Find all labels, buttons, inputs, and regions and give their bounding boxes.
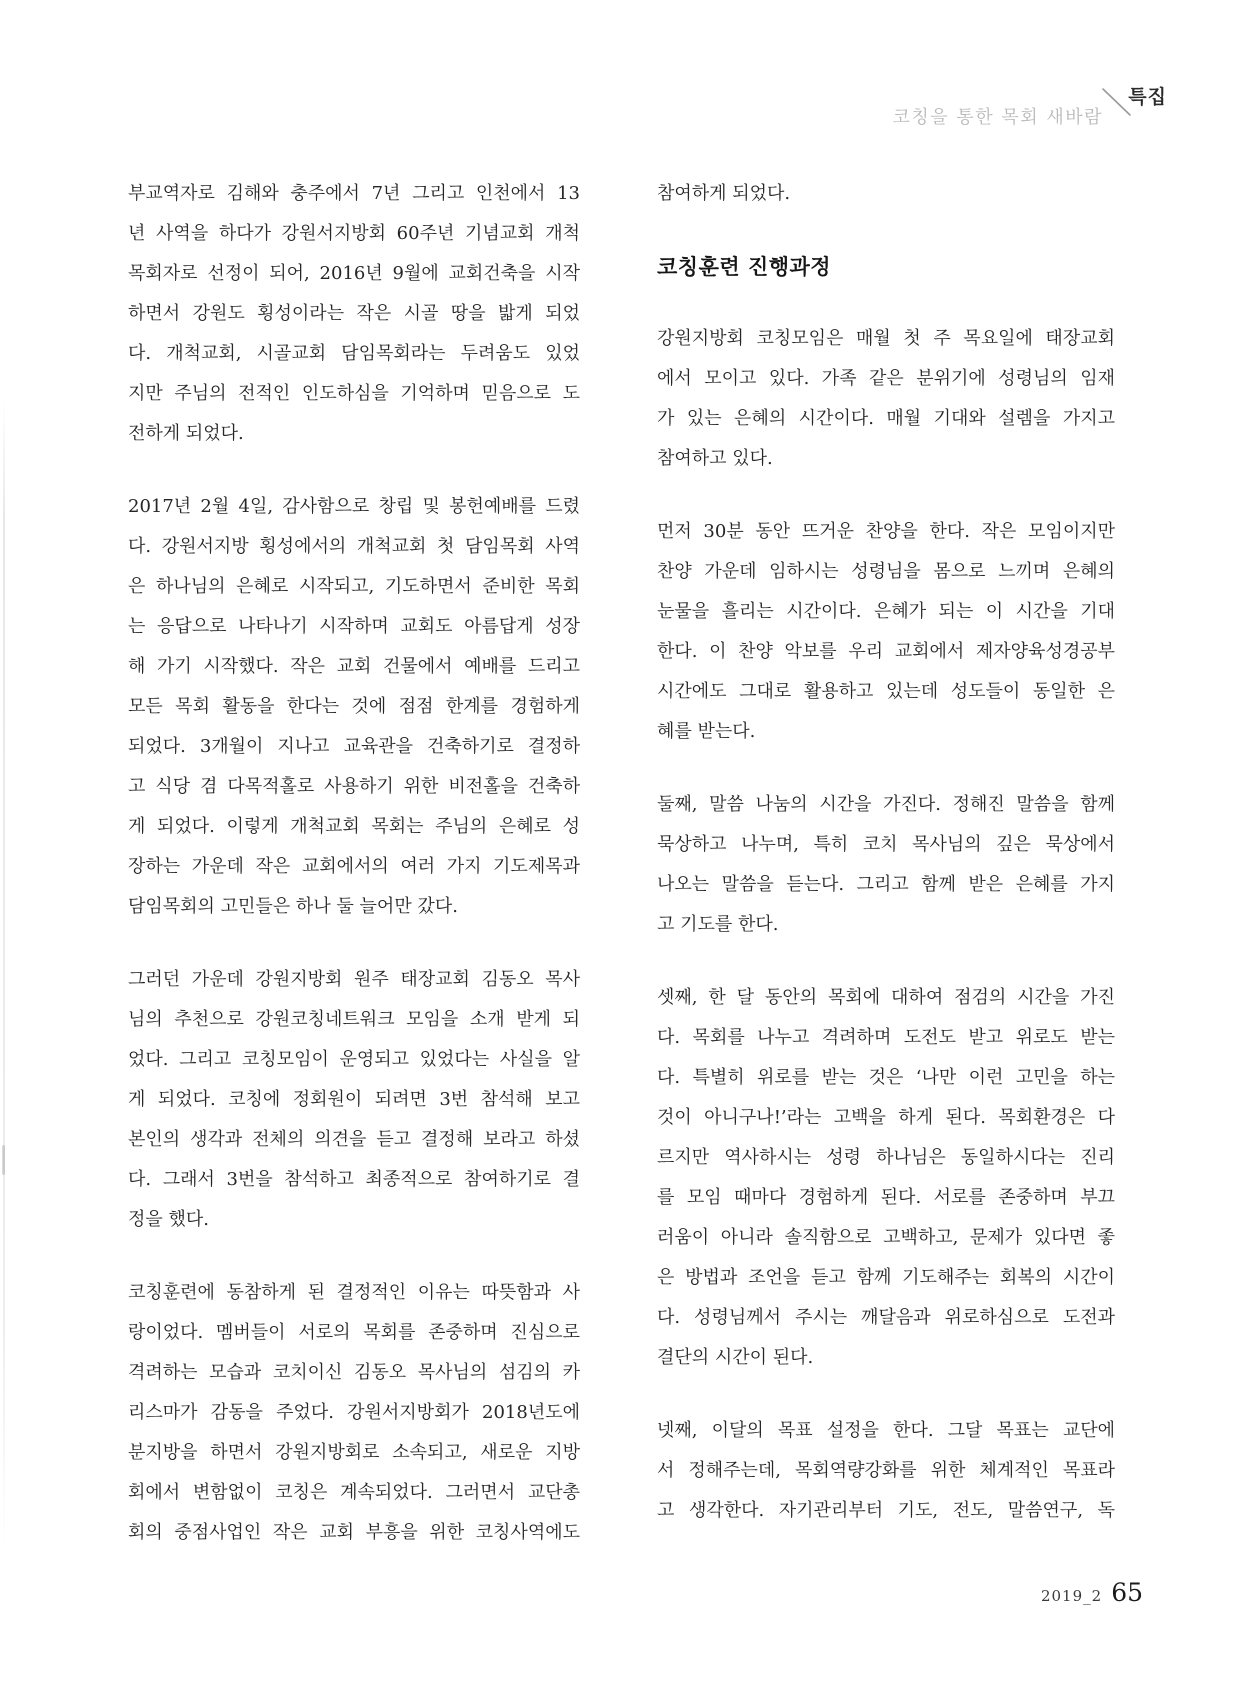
text-line: 님의 추천으로 강원코칭네트워크 모임을 소개 받게 되: [128, 1009, 580, 1030]
text-line: 부교역자로 김해와 충주에서 7년 그리고 인천에서 13: [128, 183, 580, 204]
text-line: 게 되었다. 이렇게 개척교회 목회는 주님의 은혜로 성: [128, 816, 580, 837]
text-line: 강원지방회 코칭모임은 매월 첫 주 목요일에 태장교회: [657, 328, 1115, 349]
text-line: 것이 아니구나!’라는 고백을 하게 된다. 목회환경은 다: [657, 1107, 1115, 1128]
text-line: 랑이었다. 멤버들이 서로의 목회를 존중하며 진심으로: [128, 1322, 580, 1343]
text-line: 에서 모이고 있다. 가족 같은 분위기에 성령님의 임재: [657, 368, 1115, 389]
paragraph: [657, 319, 1115, 479]
text-line: 전하게 되었다.: [128, 423, 244, 444]
text-line: 눈물을 흘리는 시간이다. 은혜가 되는 이 시간을 기대: [657, 601, 1115, 622]
paragraph: [128, 1273, 580, 1553]
text-line: 다. 강원서지방 횡성에서의 개척교회 첫 담임목회 사역: [128, 536, 580, 557]
text-line: 은 방법과 조언을 듣고 함께 기도해주는 회복의 시간이: [657, 1267, 1115, 1288]
text-line: 고 식당 겸 다목적홀로 사용하기 위한 비전홀을 건축하: [128, 776, 580, 797]
text-line: 정을 했다.: [128, 1209, 209, 1230]
text-line: 묵상하고 나누며, 특히 코치 목사님의 깊은 묵상에서: [657, 834, 1115, 855]
text-line: 회에서 변함없이 코칭은 계속되었다. 그러면서 교단총: [128, 1482, 580, 1503]
subheading: 코칭훈련 진행과정: [657, 255, 832, 279]
text-line: 고 생각한다. 자기관리부터 기도, 전도, 말씀연구, 독: [657, 1500, 1115, 1521]
text-line: 리스마가 감동을 주었다. 강원서지방회가 2018년도에: [128, 1402, 580, 1423]
text-line: 한다. 이 찬양 악보를 우리 교회에서 제자양육성경공부: [657, 641, 1115, 662]
text-line: 서 정해주는데, 목회역량강화를 위한 체계적인 목표라: [657, 1460, 1115, 1481]
text-line: 참여하고 있다.: [657, 448, 773, 469]
text-line: 목회자로 선정이 되어, 2016년 9월에 교회건축을 시작: [128, 263, 580, 284]
text-line: 먼저 30분 동안 뜨거운 찬양을 한다. 작은 모임이지만: [657, 521, 1115, 542]
text-line: 2017년 2월 4일, 감사함으로 창립 및 봉헌예배를 드렸: [128, 496, 580, 517]
text-line: 격려하는 모습과 코치이신 김동오 목사님의 섬김의 카: [128, 1362, 580, 1383]
text-line: 르지만 역사하시는 성령 하나님은 동일하시다는 진리: [657, 1147, 1115, 1168]
text-line: 었다. 그리고 코칭모임이 운영되고 있었다는 사실을 알: [128, 1049, 580, 1070]
text-line: 다. 특별히 위로를 받는 것은 ‘나만 이런 고민을 하는: [657, 1067, 1115, 1088]
text-line: 회의 중점사업인 작은 교회 부흥을 위한 코칭사역에도: [128, 1522, 580, 1543]
text-line: 되었다. 3개월이 지나고 교육관을 건축하기로 결정하: [128, 736, 580, 757]
text-line: 참여하게 되었다.: [657, 183, 791, 204]
text-line: 는 응답으로 나타나기 시작하며 교회도 아름답게 성장: [128, 616, 580, 637]
text-line: 를 모임 때마다 경험하게 된다. 서로를 존중하며 부끄: [657, 1187, 1115, 1208]
issue-label: 2019_2: [1040, 1587, 1103, 1605]
text-line: 러움이 아니라 솔직함으로 고백하고, 문제가 있다면 좋: [657, 1227, 1115, 1248]
paragraph: [657, 512, 1115, 752]
paragraph: [128, 174, 580, 454]
text-line: 년 사역을 하다가 강원서지방회 60주년 기념교회 개척: [128, 223, 580, 244]
text-line: 고 기도를 한다.: [657, 914, 779, 935]
text-line: 해 가기 시작했다. 작은 교회 건물에서 예배를 드리고: [128, 656, 580, 677]
text-line: 은 하나님의 은혜로 시작되고, 기도하면서 준비한 목회: [128, 576, 580, 597]
paragraph: [128, 487, 580, 927]
text-line: 둘째, 말씀 나눔의 시간을 가진다. 정해진 말씀을 함께: [657, 794, 1115, 815]
text-line: 다. 그래서 3번을 참석하고 최종적으로 참여하기로 결: [128, 1169, 580, 1190]
text-line: 결단의 시간이 된다.: [657, 1347, 814, 1368]
text-line: 다. 목회를 나누고 격려하며 도전도 받고 위로도 받는: [657, 1027, 1115, 1048]
text-line: 나오는 말씀을 듣는다. 그리고 함께 받은 은혜를 가지: [657, 874, 1115, 895]
text-line: 하면서 강원도 횡성이라는 작은 시골 땅을 밟게 되었: [128, 303, 580, 324]
paragraph: [657, 785, 1115, 945]
text-line: 담임목회의 고민들은 하나 둘 늘어만 갔다.: [128, 896, 458, 917]
text-line: 모든 목회 활동을 한다는 것에 점점 한계를 경험하게: [128, 696, 580, 717]
text-line: 게 되었다. 코칭에 정회원이 되려면 3번 참석해 보고: [128, 1089, 580, 1110]
text-line: 셋째, 한 달 동안의 목회에 대하여 점검의 시간을 가진: [657, 987, 1115, 1008]
text-line: 시간에도 그대로 활용하고 있는데 성도들이 동일한 은: [657, 681, 1115, 702]
series-title: 코칭을 통한 목회 새바람: [892, 107, 1103, 128]
page-edge-smudge: [2, 1145, 5, 1175]
page-edge-shadow: [3, 400, 5, 1550]
paragraph: [657, 174, 1115, 214]
text-line: 장하는 가운데 작은 교회에서의 여러 가지 기도제목과: [128, 856, 580, 877]
text-line: 넷째, 이달의 목표 설정을 한다. 그달 목표는 교단에: [657, 1420, 1115, 1441]
article-column-right: [657, 174, 1115, 1564]
text-line: 지만 주님의 전적인 인도하심을 기억하며 믿음으로 도: [128, 383, 580, 404]
text-line: 혜를 받는다.: [657, 721, 756, 742]
page-number: 65: [1111, 1578, 1143, 1607]
article-column-left: [128, 174, 580, 1586]
text-line: 다. 개척교회, 시골교회 담임목회라는 두려움도 있었: [128, 343, 580, 364]
paragraph: [128, 960, 580, 1240]
text-line: 분지방을 하면서 강원지방회로 소속되고, 새로운 지방: [128, 1442, 580, 1463]
text-line: 찬양 가운데 임하시는 성령님을 몸으로 느끼며 은혜의: [657, 561, 1115, 582]
paragraph: [657, 978, 1115, 1378]
text-line: 가 있는 은혜의 시간이다. 매월 기대와 설렘을 가지고: [657, 408, 1115, 429]
page-footer: [1041, 1578, 1143, 1607]
paragraph: [657, 1411, 1115, 1531]
section-badge: 특집: [1128, 86, 1167, 108]
text-line: 코칭훈련에 동참하게 된 결정적인 이유는 따뜻함과 사: [128, 1282, 580, 1303]
text-line: 그러던 가운데 강원지방회 원주 태장교회 김동오 목사: [128, 969, 580, 990]
text-line: 본인의 생각과 전체의 의견을 듣고 결정해 보라고 하셨: [128, 1129, 580, 1150]
text-line: 다. 성령님께서 주시는 깨달음과 위로하심으로 도전과: [657, 1307, 1115, 1328]
